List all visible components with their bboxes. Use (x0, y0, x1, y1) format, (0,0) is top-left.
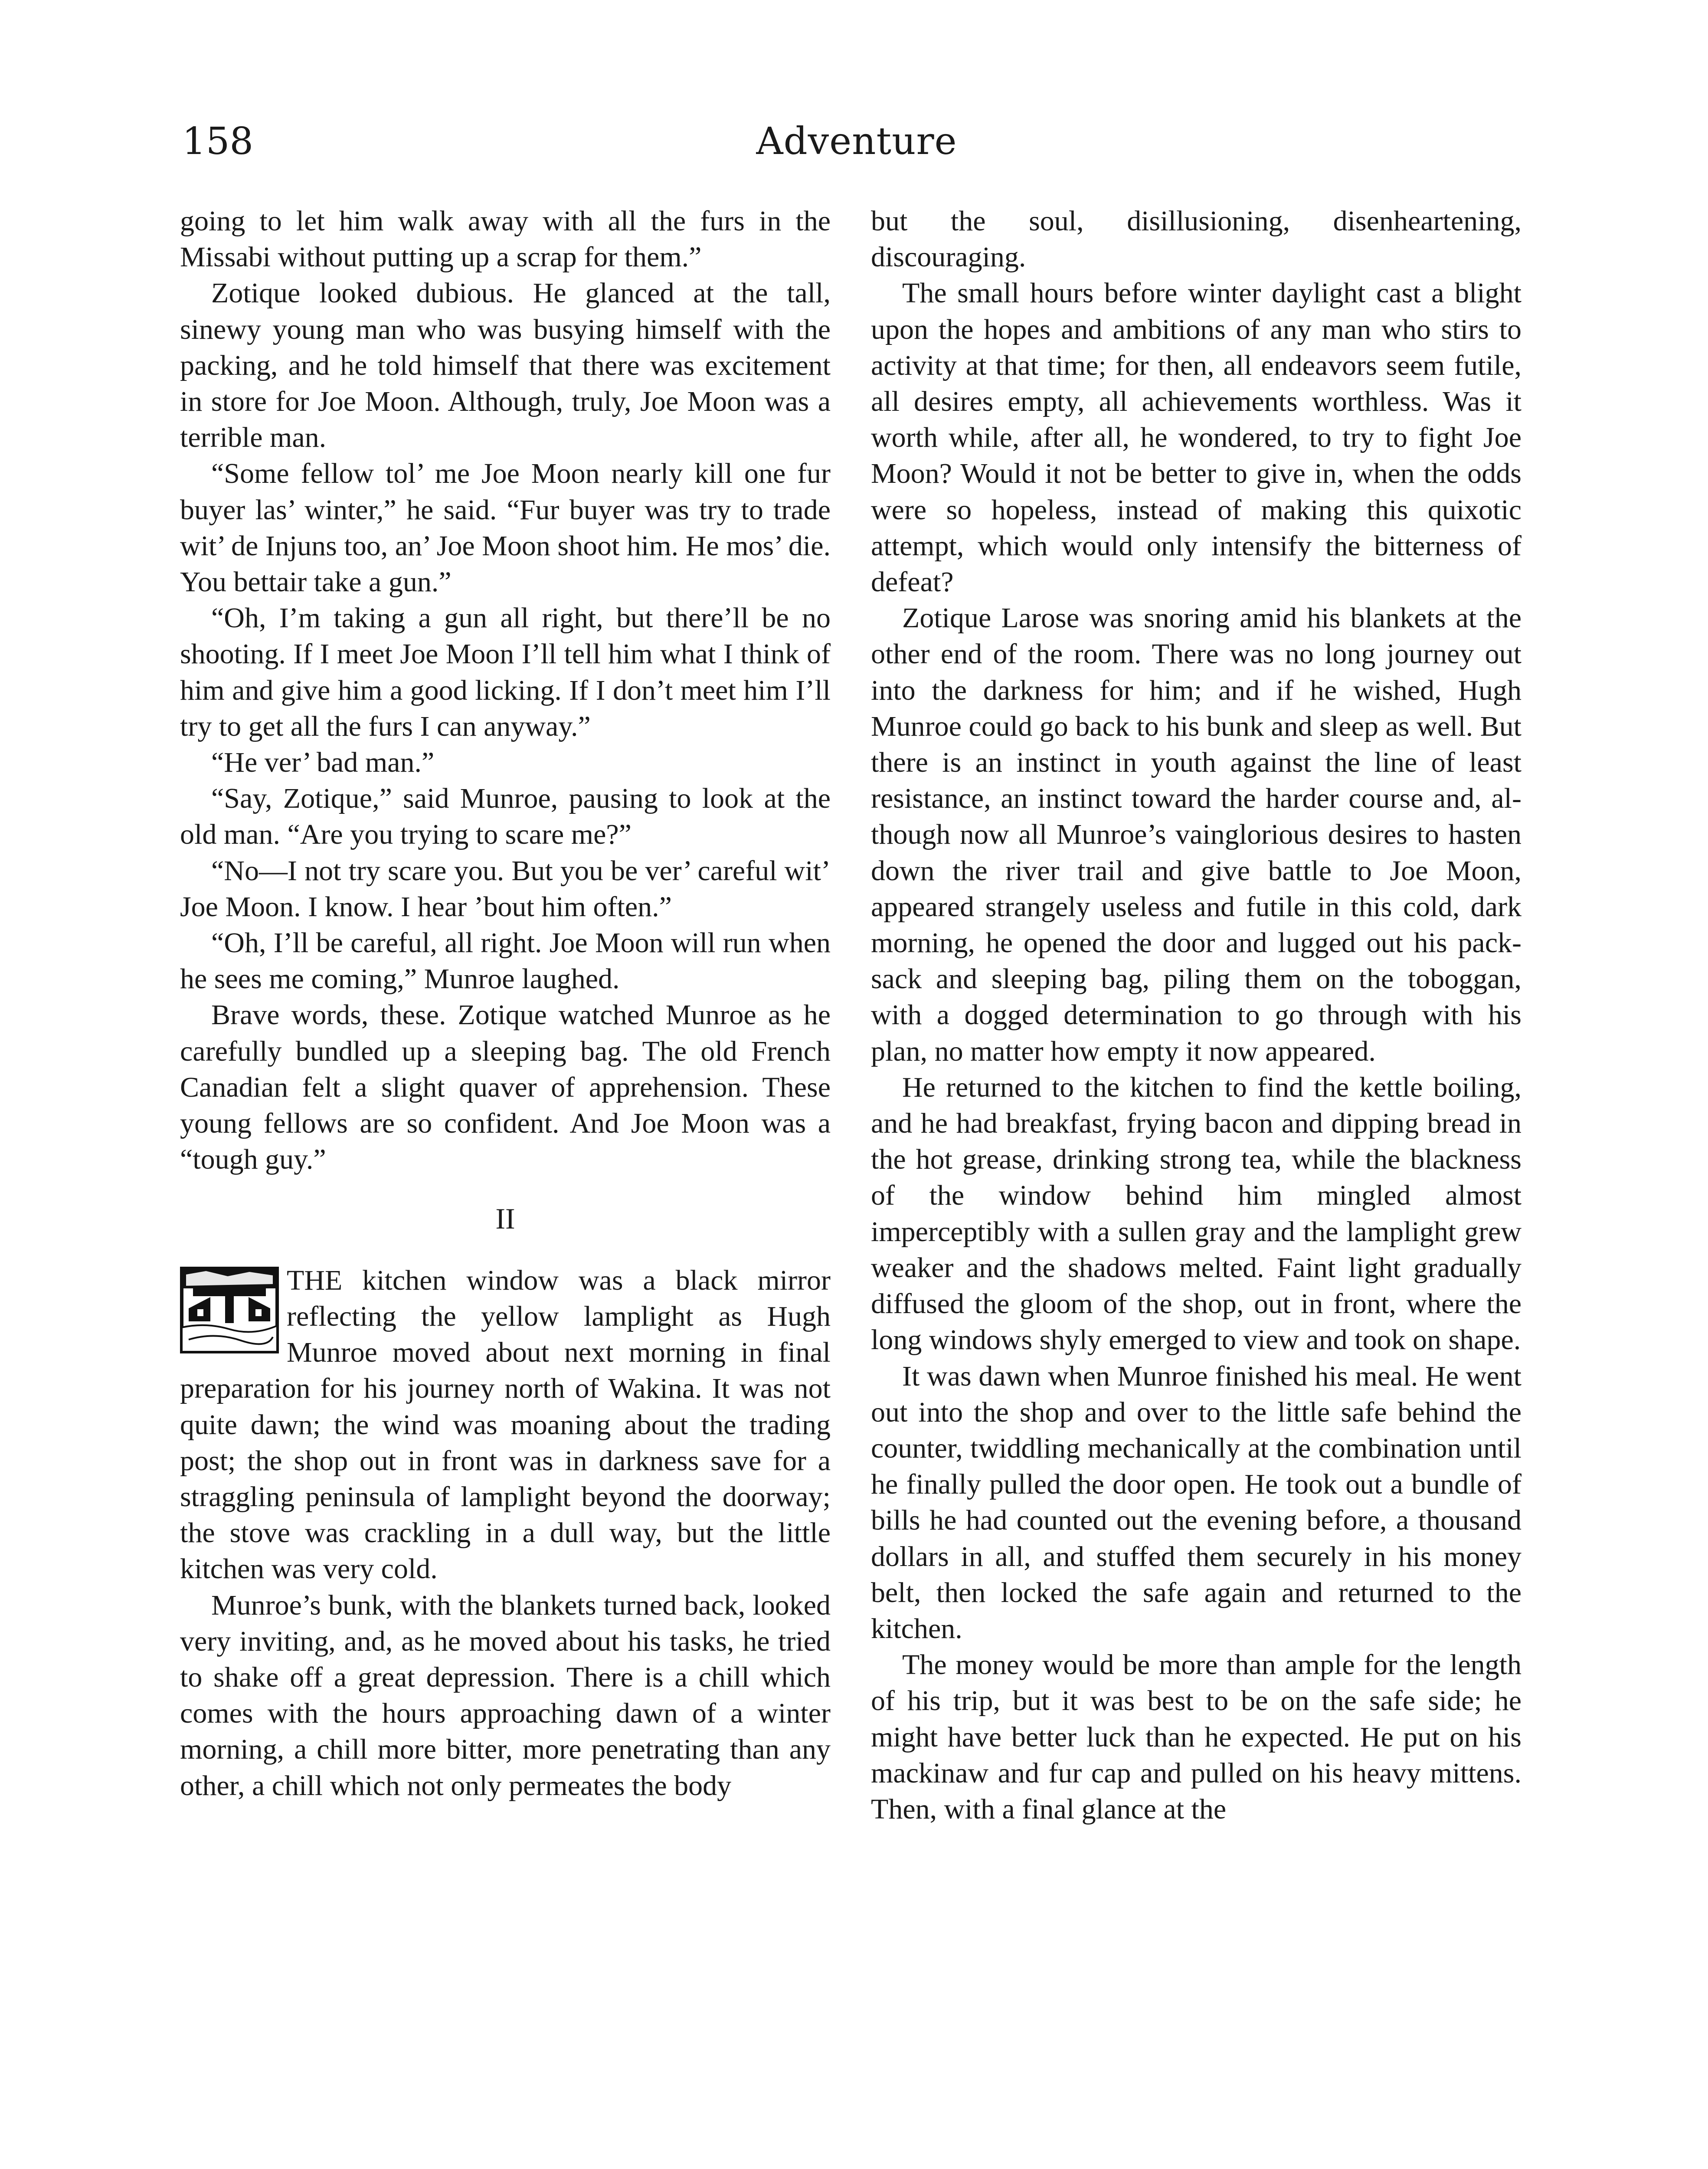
paragraph: going to let him walk away with all the furs in the Missabi without putting up a scrap for them.” (180, 205, 831, 273)
section-number: II (495, 1202, 515, 1235)
illustrated-dropcap-icon (180, 1267, 279, 1353)
dropcap-paragraph (180, 1262, 831, 1587)
page-number: 158 (182, 120, 254, 163)
paragraph: The money would be more than ample for the length of his trip, but it was best to be on the safe side; he might have better luck than he expected. He put on his mackinaw and fur cap and pulled on his heavy mittens. Then, with a final glance at the (871, 1649, 1521, 1825)
paragraph: but the soul, disillusioning, disenheartening, discouraging. (871, 205, 1521, 273)
paragraph: “He ver’ bad man.” (211, 747, 435, 779)
paragraph: “No—I not try scare you. But you be ver’ careful wit’ Joe Moon. I know. I hear ’bout him often.” (180, 855, 831, 923)
paragraph: THE kitchen window was a black mirror reflecting the yellow lamplight as Hugh Munroe moved about next morning in final preparation for his journey north of Wakina. It was not quite dawn; the wind was moaning about the trading post; the shop out in front was in darkness save for a straggling peninsula of lamplight beyond the doorway; the stove was crackling in a dull way, but the little kitchen was very cold. (180, 1264, 831, 1585)
paragraph: The small hours before winter daylight cast a blight upon the hopes and ambitions of any man who stirs to activity at that time; for then, all endeavors seem futile, all desires empty, all achievements worthless. Was it worth while, after all, he wondered, to try to fight Joe Moon? Would it not be better to give in, when the odds were so hopeless, instead of making this quixotic attempt, which would only intensify the bitterness of defeat? (871, 277, 1521, 598)
paragraph: “Some fellow tol’ me Joe Moon nearly kill one fur buyer las’ winter,” he said. “Fur buyer was try to trade wit’ de Injuns too, an’ Joe Moon shoot him. He mos’ die. You bettair take a gun.” (180, 458, 831, 598)
paragraph: Brave words, these. Zotique watched Munroe as he carefully bundled up a sleeping bag. The old French Canadian felt a slight quaver of apprehension. These young fellows are so confident. And Joe Moon was a “tough guy.” (180, 999, 831, 1176)
paragraph: “Oh, I’ll be careful, all right. Joe Moon will run when he sees me coming,” Munroe laughed. (180, 927, 831, 995)
page-header (182, 111, 1531, 172)
paragraph: “Say, Zotique,” said Munroe, pausing to look at the old man. “Are you trying to scare me?” (180, 783, 831, 851)
paragraph: “Oh, I’m taking a gun all right, but there’ll be no shooting. If I meet Joe Moon I’ll tell him what I think of him and give him a good licking. If I don’t meet him I’ll try to get all the furs I can anyway.” (180, 602, 831, 742)
right-column (871, 203, 1521, 1827)
paragraph: It was dawn when Munroe finished his meal. He went out into the shop and over to the little safe behind the counter, twiddling mechanically at the combination until he finally pulled the door open. He took out a bundle of bills he had counted out the evening before, a thousand dollars in all, and stuffed them securely in his money belt, then locked the safe again and returned to the kitchen. (871, 1360, 1521, 1645)
paragraph: Zotique looked dubious. He glanced at the tall, sinewy young man who was busying himself with the packing, and he told himself that there was excitement in store for Joe Moon. Although, truly, Joe Moon was a terrible man. (180, 277, 831, 454)
running-head: Adventure (756, 120, 957, 163)
paragraph: He returned to the kitchen to find the kettle boiling, and he had breakfast, frying bacon and dipping bread in the hot grease, drinking strong tea, while the blackness of the window behind him mingled almost imperceptibly with a sullen gray and the lamplight grew weaker and the shadows melted. Faint light gradually diffused the gloom of the shop, out in front, where the long windows shyly emerged to view and took on shape. (871, 1071, 1521, 1356)
paragraph: Zotique Larose was snoring amid his blankets at the other end of the room. There was no long journey out into the darkness for him; and if he wished, Hugh Munroe could go back to his bunk and sleep as well. But there is an instinct in youth against the line of least resistance, an instinct toward the harder course and, although now all Munroe’s vainglorious desires to hasten down the river trail and give battle to Joe Moon, appeared strangely useless and futile in this cold, dark morning, he opened the door and lugged out his packsack and sleeping bag, piling them on the toboggan, with a dogged determination to go through with his plan, no matter how empty it now appeared. (871, 602, 1521, 1067)
paragraph: Munroe’s bunk, with the blankets turned back, looked very inviting, and, as he moved about his tasks, he tried to shake off a great depression. There is a chill which comes with the hours approaching dawn of a winter morning, a chill more bitter, more penetrating than any other, a chill which not only permeates the body (180, 1589, 831, 1802)
left-column (180, 203, 831, 1804)
